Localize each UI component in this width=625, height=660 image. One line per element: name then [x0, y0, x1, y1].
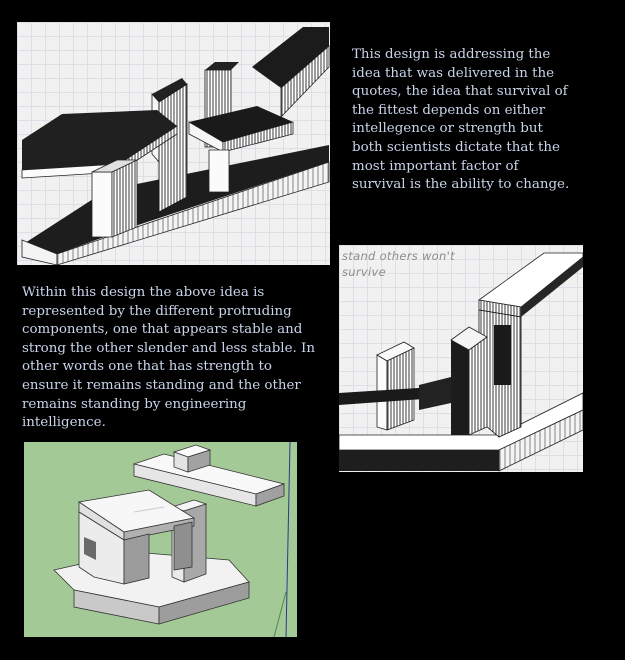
inner-support: [174, 522, 192, 570]
right-tower-cutout: [494, 325, 511, 385]
middle-column-front: [451, 340, 469, 435]
base-slab-front: [339, 450, 499, 471]
pencil-sketch-image-2: [339, 245, 583, 472]
3d-model-render-image: [24, 442, 297, 637]
axis-green-line: [274, 592, 286, 637]
handwritten-note: stand others won't survive: [342, 249, 455, 279]
middle-column-side: [469, 337, 487, 435]
front-column: [92, 172, 112, 237]
small-pillar: [209, 150, 229, 192]
cantilever-slab-top: [22, 110, 177, 170]
left-block-side: [159, 84, 187, 212]
back-column-top: [205, 62, 239, 70]
top-slab-top: [479, 253, 583, 307]
front-column-side: [112, 160, 137, 237]
beam-connector: [419, 377, 451, 410]
design-description-paragraph-1: This design is addressing the idea that was delivered in the quotes, the idea that survival of the fittest depends on either intellegence or strength but both scientists dictate that the most important factor of survival is the ability to change.: [352, 47, 570, 193]
sketch-1-drawing: [17, 22, 330, 265]
3d-model-drawing: [24, 442, 297, 637]
axis-blue-line: [286, 442, 290, 637]
pencil-sketch-image-1: [17, 22, 330, 265]
design-description-paragraph-2: Within this design the above idea is represented by the different protruding components, one that appears stable and strong the other slender and less stable. In other words one that has strength to ensure it remains standing and the other remains standing by engineering intelligence.: [22, 285, 315, 431]
left-block-side: [124, 534, 149, 584]
